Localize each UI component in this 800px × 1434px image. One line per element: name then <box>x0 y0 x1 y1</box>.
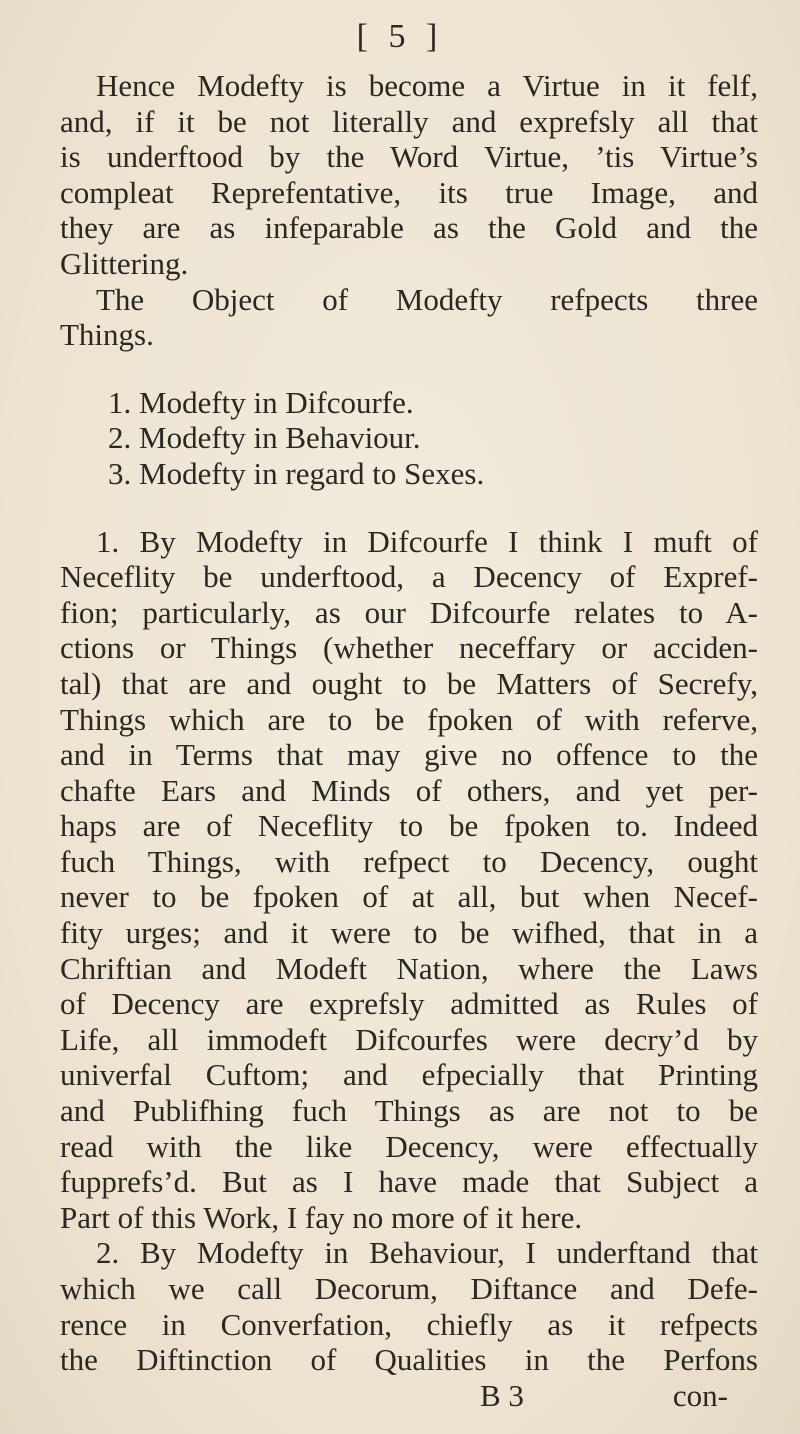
text-line: 1. By Modefty in Difcourfe I think I muft of <box>96 523 758 559</box>
paragraph-3 <box>60 524 758 1236</box>
page-number: [ 5 ] <box>356 18 444 55</box>
text-line: read with the like Decency, were effectually <box>60 1128 758 1164</box>
paragraph-4 <box>60 1235 758 1377</box>
text-line: fuch Things, with refpect to Decency, ought <box>60 843 758 879</box>
text-line: which we call Decorum, Diftance and Defe- <box>60 1271 758 1306</box>
text-line: fity urges; and it were to be wifhed, that in a <box>60 915 758 951</box>
text-line: chafte Ears and Minds of others, and yet per- <box>60 772 758 808</box>
catchword: con- <box>672 1377 728 1413</box>
text-line: compleat Reprefentative, its true Image, and <box>60 174 758 210</box>
text-line: rence in Converfation, chiefly as it refpects <box>60 1306 758 1342</box>
text-line: fupprefs’d. But as I have made that Subject a <box>60 1164 758 1200</box>
text-line: Things which are to be fpoken of with referve, <box>60 701 758 737</box>
text-line: Part of this Work, I fay no more of it here. <box>60 1199 583 1235</box>
text-line: fion; particularly, as our Difcourfe relates to A- <box>60 594 758 630</box>
list-item: 2. Modefty in Behaviour. <box>108 420 421 456</box>
text-line: of Decency are exprefsly admitted as Rules of <box>60 986 758 1022</box>
text-line: and, if it be not literally and exprefsly all that <box>60 103 758 139</box>
text-line: Chriftian and Modeft Nation, where the Laws <box>60 950 758 986</box>
text-line: haps are of Neceflity to be fpoken to. Indeed <box>60 808 758 844</box>
page-text <box>60 68 758 1413</box>
text-line: tal) that are and ought to be Matters of Secrefy, <box>60 665 758 701</box>
paragraph-2 <box>60 282 758 353</box>
text-line: Glittering. <box>60 245 189 281</box>
text-line: Hence Modefty is become a Virtue in it felf, <box>96 68 758 103</box>
text-line: and in Terms that may give no offence to the <box>60 737 758 773</box>
text-line: is underftood by the Word Virtue, ’tis Virtue’s <box>60 139 758 175</box>
text-line: Neceflity be underftood, a Decency of Expref- <box>60 559 758 595</box>
text-line: The Object of Modefty refpects three <box>96 281 758 317</box>
text-line: the Diftinction of Qualities in the Perfons <box>60 1342 758 1378</box>
text-line: Things. <box>60 317 154 353</box>
modesty-list <box>60 385 758 492</box>
text-line: univerfal Cuftom; and efpecially that Printing <box>60 1057 758 1093</box>
text-line: 2. By Modefty in Behaviour, I underftand that <box>96 1235 758 1271</box>
text-line: they are as infeparable as the Gold and the <box>60 210 758 246</box>
text-line: and Publifhing fuch Things as are not to be <box>60 1093 758 1129</box>
paragraph-1 <box>60 68 758 282</box>
list-item: 3. Modefty in regard to Sexes. <box>108 455 485 491</box>
text-line: Life, all immodeft Difcourfes were decry’d by <box>60 1021 758 1057</box>
page-footer <box>60 1378 758 1414</box>
signature-mark: B 3 <box>480 1377 524 1413</box>
text-line: ctions or Things (whether neceffary or acciden- <box>60 630 758 666</box>
list-item: 1. Modefty in Difcourfe. <box>108 384 414 420</box>
text-line: never to be fpoken of at all, but when Necef- <box>60 879 758 915</box>
